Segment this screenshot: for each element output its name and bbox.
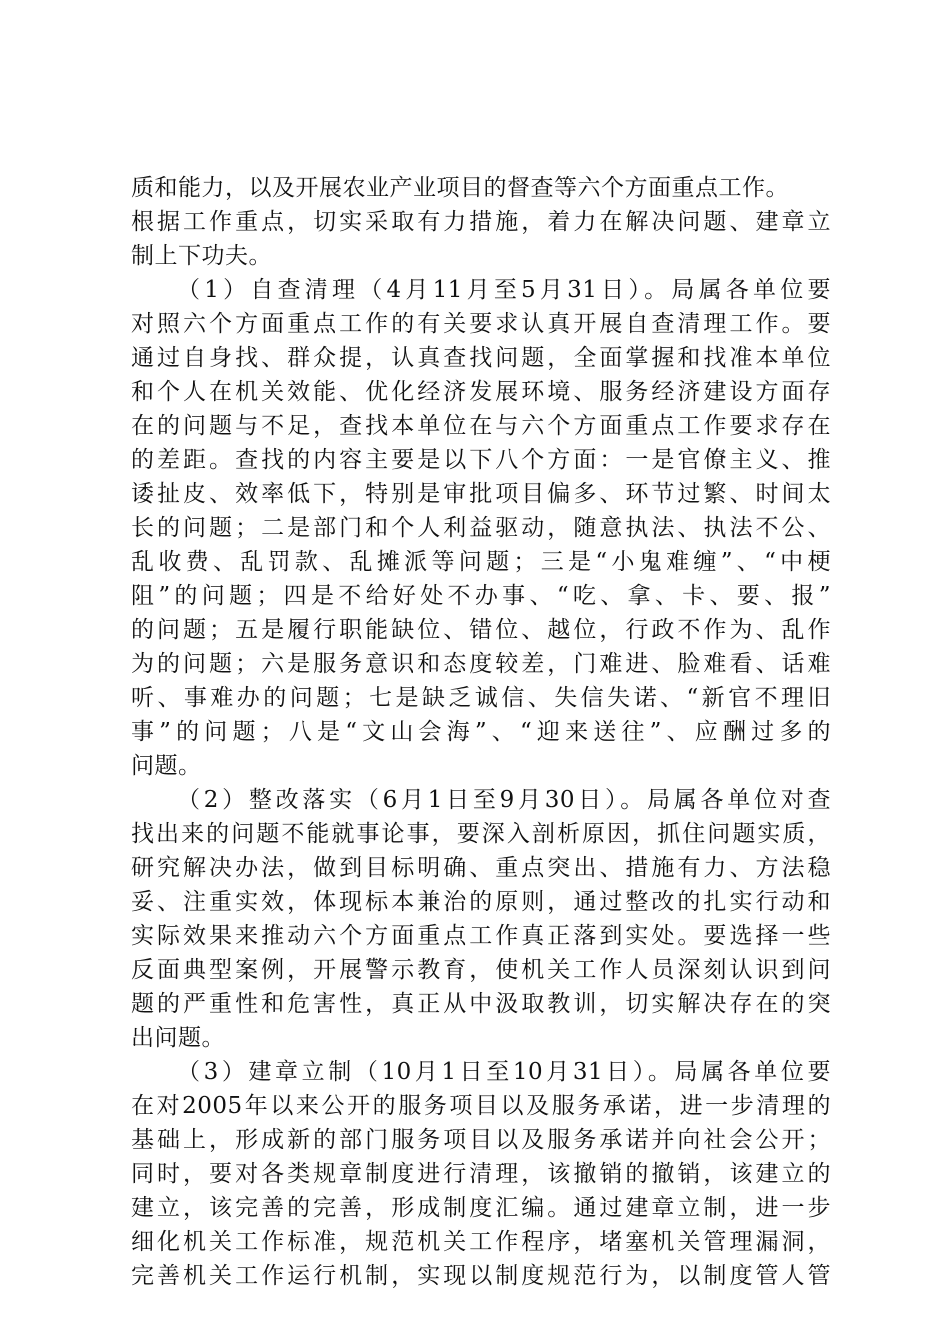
body-text-line: 长的问题；二是部门和个人利益驱动，随意执法、执法不公、 xyxy=(131,515,831,541)
body-text-line: 根据工作重点，切实采取有力措施，着力在解决问题、建章立 xyxy=(131,209,831,235)
body-text-line: 在对2005年以来公开的服务项目以及服务承诺，进一步清理的 xyxy=(131,1093,831,1119)
body-text-line: 反面典型案例，开展警示教育，使机关工作人员深刻认识到问 xyxy=(131,957,831,983)
section-2-heading-line: （2）整改落实（6月1日至9月30日）。局属各单位对查 xyxy=(177,787,831,813)
body-text-line: 出问题。 xyxy=(131,1025,225,1051)
body-text-line: 的差距。查找的内容主要是以下八个方面：一是官僚主义、推 xyxy=(131,447,831,473)
body-text-line: 质和能力，以及开展农业产业项目的督查等六个方面重点工作。 xyxy=(131,175,789,201)
section-3-heading-line: （3）建章立制（10月1日至10月31日）。局属各单位要 xyxy=(177,1059,831,1085)
body-text-line: 诿扯皮、效率低下，特别是审批项目偏多、环节过繁、时间太 xyxy=(131,481,831,507)
body-text-line: 问题。 xyxy=(131,753,202,779)
body-text-line: 在的问题与不足，查找本单位在与六个方面重点工作要求存在 xyxy=(131,413,831,439)
body-text-line: 妥、注重实效，体现标本兼治的原则，通过整改的扎实行动和 xyxy=(131,889,831,915)
body-text-line: 对照六个方面重点工作的有关要求认真开展自查清理工作。要 xyxy=(131,311,831,337)
body-text-line: 和个人在机关效能、优化经济发展环境、服务经济建设方面存 xyxy=(131,379,831,405)
body-text-line: 题的严重性和危害性，真正从中汲取教训，切实解决存在的突 xyxy=(131,991,831,1017)
body-text-line: 完善机关工作运行机制，实现以制度规范行为，以制度管人管 xyxy=(131,1263,831,1289)
body-text-line: 同时，要对各类规章制度进行清理，该撤销的撤销，该建立的 xyxy=(131,1161,831,1187)
body-text-line: 研究解决办法，做到目标明确、重点突出、措施有力、方法稳 xyxy=(131,855,831,881)
body-text-line: 阻”的问题；四是不给好处不办事、“吃、拿、卡、要、报” xyxy=(131,583,831,609)
body-text-line: 实际效果来推动六个方面重点工作真正落到实处。要选择一些 xyxy=(131,923,831,949)
body-text-line: 制上下功夫。 xyxy=(131,243,272,269)
body-text-line: 乱收费、乱罚款、乱摊派等问题；三是“小鬼难缠”、“中梗 xyxy=(131,549,831,575)
body-text-line: 为的问题；六是服务意识和态度较差，门难进、脸难看、话难 xyxy=(131,651,831,677)
body-text-line: 建立，该完善的完善，形成制度汇编。通过建章立制，进一步 xyxy=(131,1195,831,1221)
body-text-line: 听、事难办的问题；七是缺乏诚信、失信失诺、“新官不理旧 xyxy=(131,685,831,711)
body-text-line: 通过自身找、群众提，认真查找问题，全面掌握和找准本单位 xyxy=(131,345,831,371)
body-text-line: 找出来的问题不能就事论事，要深入剖析原因，抓住问题实质， xyxy=(131,821,831,847)
section-1-heading-line: （1）自查清理（4月11月至5月31日）。局属各单位要 xyxy=(177,277,831,303)
body-text-line: 细化机关工作标准，规范机关工作程序，堵塞机关管理漏洞， xyxy=(131,1229,831,1255)
body-text-line: 的问题；五是履行职能缺位、错位、越位，行政不作为、乱作 xyxy=(131,617,831,643)
body-text-line: 事”的问题；八是“文山会海”、“迎来送往”、应酬过多的 xyxy=(131,719,831,745)
body-text-line: 基础上，形成新的部门服务项目以及服务承诺并向社会公开； xyxy=(131,1127,831,1153)
